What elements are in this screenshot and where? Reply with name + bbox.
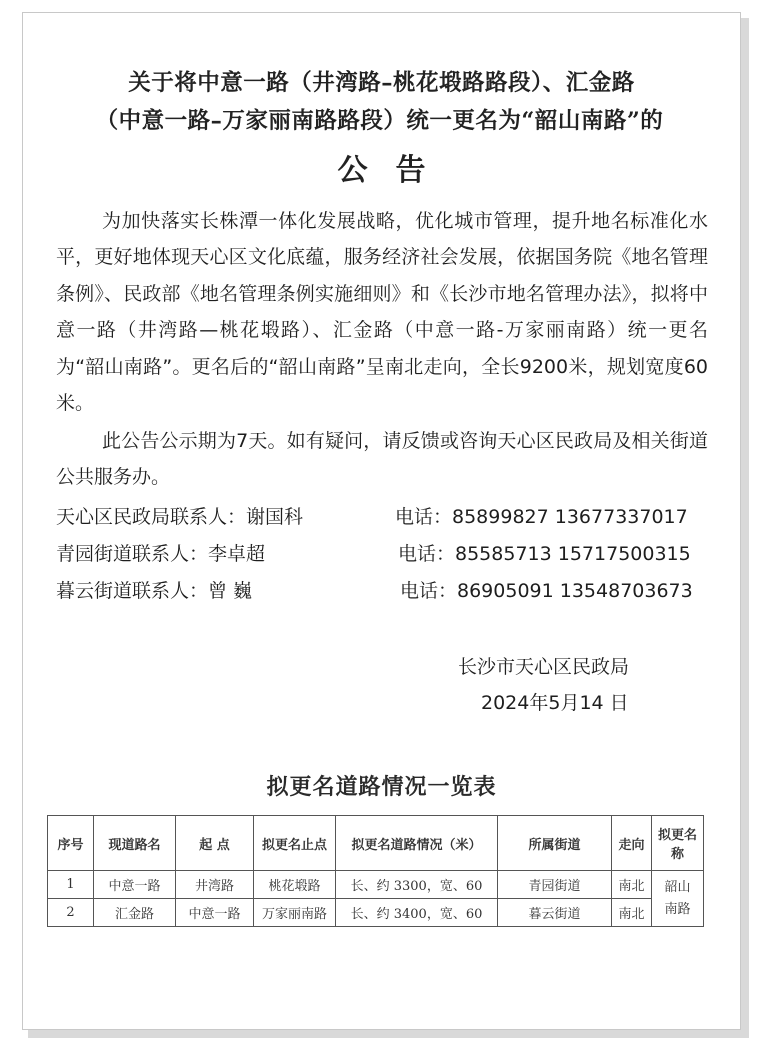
cell-road-info: 长、约 3400，宽、60	[336, 899, 498, 927]
contact-name-1: 天心区民政局联系人：谢国科	[56, 506, 304, 528]
issue-date: 2024年5月14 日	[481, 692, 629, 714]
header-new-name: 拟更名称	[652, 816, 704, 871]
table-row	[48, 899, 704, 927]
body-paragraph-2: 此公告公示期为7天。如有疑问，请反馈或咨询天心区民政局及相关街道公共服务办。	[56, 430, 708, 489]
header-end-point: 拟更名止点	[254, 816, 336, 871]
header-subdistrict: 所属街道	[498, 816, 612, 871]
table-title: 拟更名道路情况一览表	[266, 774, 497, 800]
cell-end-point: 万家丽南路	[254, 899, 336, 927]
header-direction: 走向	[612, 816, 652, 871]
contact-phone-2: 电话：85585713 15717500315	[398, 543, 691, 565]
cell-end-point: 桃花塅路	[254, 871, 336, 899]
cell-direction: 南北	[612, 899, 652, 927]
header-current-name: 现道路名	[94, 816, 176, 871]
contact-phone-1: 电话：85899827 13677337017	[395, 506, 688, 528]
cell-index: 1	[48, 871, 94, 899]
header-index: 序号	[48, 816, 94, 871]
body-paragraph-1: 为加快落实长株潭一体化发展战略，优化城市管理，提升地名标准化水平，更好地体现天心区文化底蕴，服务经济社会发展，依据国务院《地名管理条例》、民政部《地名管理条例实施细则》和《长沙市地名管理办法》，拟将中意一路（井湾路—桃花塅路）、汇金路（中意一路-万家丽南路）统一更名为“韶山南路”。更名后的“韶山南路”呈南北走向，全长9200米，规划宽度60米。	[56, 210, 708, 415]
header-road-info: 拟更名道路情况（米）	[336, 816, 498, 871]
cell-road-info: 长、约 3300，宽、60	[336, 871, 498, 899]
title-line-3: 公告	[337, 153, 454, 188]
cell-current-name: 汇金路	[94, 899, 176, 927]
road-rename-table	[47, 815, 704, 927]
cell-new-name: 韶山南路	[652, 871, 704, 927]
title-line-2: （中意一路–万家丽南路路段）统一更名为“韶山南路”的	[95, 108, 664, 134]
title-line-1: 关于将中意一路（井湾路–桃花塅路路段）、汇金路	[128, 70, 635, 96]
cell-subdistrict: 暮云街道	[498, 899, 612, 927]
cell-direction: 南北	[612, 871, 652, 899]
document-page	[22, 12, 741, 1030]
cell-index: 2	[48, 899, 94, 927]
cell-start-point: 中意一路	[176, 899, 254, 927]
contact-name-3: 暮云街道联系人：曾 巍	[56, 580, 253, 602]
cell-subdistrict: 青园街道	[498, 871, 612, 899]
cell-start-point: 井湾路	[176, 871, 254, 899]
contact-name-2: 青园街道联系人：李卓超	[56, 543, 266, 565]
table-header-row	[48, 816, 704, 871]
table-row	[48, 871, 704, 899]
cell-current-name: 中意一路	[94, 871, 176, 899]
header-start-point: 起 点	[176, 816, 254, 871]
issuer: 长沙市天心区民政局	[458, 656, 630, 678]
contact-phone-3: 电话：86905091 13548703673	[400, 580, 693, 602]
